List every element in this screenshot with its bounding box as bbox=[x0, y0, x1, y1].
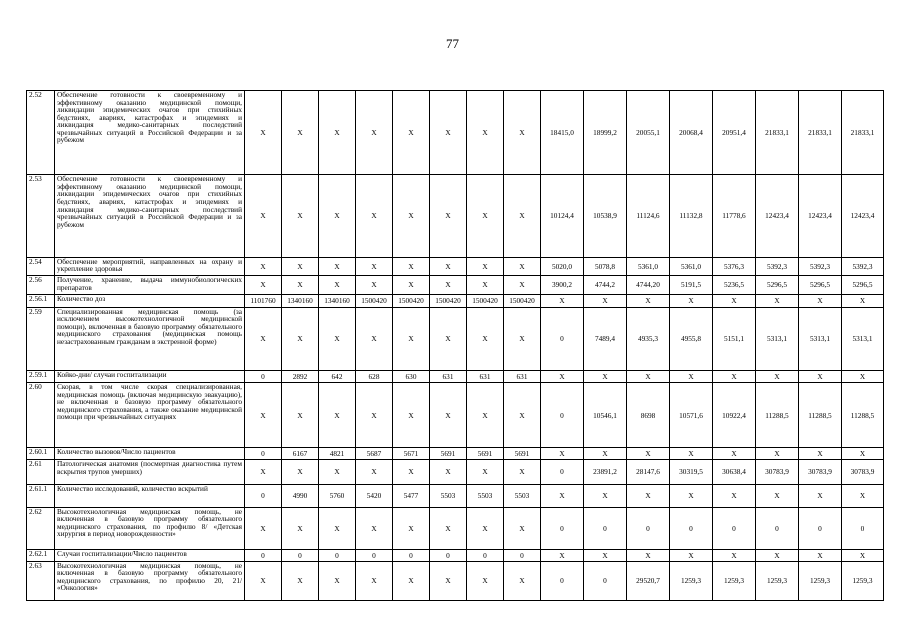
row-value-cell: 18415,0 bbox=[541, 91, 584, 175]
row-value-cell: X bbox=[504, 460, 541, 485]
row-code: 2.61.1 bbox=[27, 485, 55, 508]
row-value-cell: 5376,3 bbox=[713, 257, 756, 275]
row-value-cell: 5313,1 bbox=[799, 307, 842, 371]
row-value-cell: X bbox=[584, 485, 627, 508]
row-value-cell: X bbox=[393, 91, 430, 175]
row-value-cell: 4955,8 bbox=[670, 307, 713, 371]
row-value-cell: 5477 bbox=[393, 485, 430, 508]
row-value-cell: X bbox=[584, 448, 627, 460]
row-value-cell: X bbox=[756, 294, 799, 307]
row-value-cell: 5691 bbox=[467, 448, 504, 460]
row-value-cell: X bbox=[319, 276, 356, 294]
row-value-cell: X bbox=[430, 257, 467, 275]
row-value-cell: X bbox=[627, 550, 670, 562]
row-value-cell: X bbox=[756, 485, 799, 508]
row-value-cell: X bbox=[356, 561, 393, 600]
row-value-cell: X bbox=[245, 276, 282, 294]
row-value-cell: X bbox=[842, 550, 884, 562]
row-value-cell: X bbox=[467, 561, 504, 600]
row-value-cell: 10124,4 bbox=[541, 175, 584, 257]
row-value-cell: 20055,1 bbox=[627, 91, 670, 175]
row-value-cell: 0 bbox=[541, 507, 584, 549]
row-value-cell: 12423,4 bbox=[756, 175, 799, 257]
row-description: Количество вызовов/Число пациентов bbox=[55, 448, 245, 460]
row-value-cell: 4744,20 bbox=[627, 276, 670, 294]
table-row bbox=[27, 175, 884, 257]
row-value-cell: 5296,5 bbox=[799, 276, 842, 294]
row-value-cell: 642 bbox=[319, 371, 356, 383]
row-value-cell: X bbox=[319, 383, 356, 448]
row-description: Получение, хранение, выдача иммунобиологических препаратов bbox=[55, 276, 245, 294]
row-value-cell: X bbox=[756, 371, 799, 383]
row-description: Специализированная медицинская помощь (за исключением высокотехнологичной медицинской помощи), включенная в базовую программу обязательного медицинского страхования (медицинская помощь незастрахованным гражданам в экстренной форме) bbox=[55, 307, 245, 371]
row-value-cell: 1340160 bbox=[319, 294, 356, 307]
row-value-cell: X bbox=[282, 507, 319, 549]
table-row bbox=[27, 485, 884, 508]
row-description: Скорая, в том числе скорая специализированная, медицинская помощь (включая медицинскую эвакуацию), не включенная в базовую программу обязательного медицинского страхования, а также оказание медицинской помощи при чрезвычайных ситуациях bbox=[55, 383, 245, 448]
row-value-cell: 0 bbox=[842, 507, 884, 549]
row-code: 2.61 bbox=[27, 460, 55, 485]
row-code: 2.56 bbox=[27, 276, 55, 294]
row-value-cell: 6167 bbox=[282, 448, 319, 460]
row-value-cell: X bbox=[245, 307, 282, 371]
row-value-cell: X bbox=[393, 383, 430, 448]
row-value-cell: 5313,1 bbox=[842, 307, 884, 371]
row-value-cell: 5313,1 bbox=[756, 307, 799, 371]
row-value-cell: X bbox=[430, 175, 467, 257]
row-code: 2.53 bbox=[27, 175, 55, 257]
row-value-cell: 5361,0 bbox=[670, 257, 713, 275]
row-value-cell: 0 bbox=[319, 550, 356, 562]
row-value-cell: 11288,5 bbox=[799, 383, 842, 448]
row-code: 2.63 bbox=[27, 561, 55, 600]
row-value-cell: X bbox=[393, 175, 430, 257]
row-value-cell: X bbox=[467, 91, 504, 175]
row-value-cell: X bbox=[842, 485, 884, 508]
row-value-cell: 5191,5 bbox=[670, 276, 713, 294]
row-value-cell: X bbox=[504, 91, 541, 175]
row-value-cell: X bbox=[504, 561, 541, 600]
row-value-cell: X bbox=[282, 383, 319, 448]
row-value-cell: X bbox=[713, 448, 756, 460]
table-row bbox=[27, 448, 884, 460]
row-code: 2.62.1 bbox=[27, 550, 55, 562]
row-value-cell: 0 bbox=[541, 307, 584, 371]
row-value-cell: 2892 bbox=[282, 371, 319, 383]
row-value-cell: X bbox=[356, 276, 393, 294]
row-value-cell: X bbox=[584, 550, 627, 562]
row-value-cell: X bbox=[713, 485, 756, 508]
row-value-cell: 21833,1 bbox=[799, 91, 842, 175]
row-value-cell: X bbox=[713, 550, 756, 562]
row-value-cell: 23891,2 bbox=[584, 460, 627, 485]
row-value-cell: X bbox=[430, 276, 467, 294]
row-value-cell: 5296,5 bbox=[756, 276, 799, 294]
row-value-cell: 0 bbox=[713, 507, 756, 549]
row-value-cell: X bbox=[393, 460, 430, 485]
table-row bbox=[27, 294, 884, 307]
row-value-cell: 8698 bbox=[627, 383, 670, 448]
row-value-cell: X bbox=[319, 91, 356, 175]
row-value-cell: 5361,0 bbox=[627, 257, 670, 275]
row-value-cell: 0 bbox=[627, 507, 670, 549]
row-value-cell: 10546,1 bbox=[584, 383, 627, 448]
row-value-cell: X bbox=[713, 294, 756, 307]
row-value-cell: X bbox=[627, 485, 670, 508]
row-value-cell: X bbox=[627, 448, 670, 460]
table-row bbox=[27, 276, 884, 294]
row-value-cell: 0 bbox=[504, 550, 541, 562]
row-value-cell: 21833,1 bbox=[842, 91, 884, 175]
row-value-cell: 1500420 bbox=[393, 294, 430, 307]
row-value-cell: 5020,0 bbox=[541, 257, 584, 275]
row-value-cell: 10538,9 bbox=[584, 175, 627, 257]
row-value-cell: 30319,5 bbox=[670, 460, 713, 485]
row-value-cell: X bbox=[504, 257, 541, 275]
row-value-cell: 20951,4 bbox=[713, 91, 756, 175]
row-value-cell: 5392,3 bbox=[842, 257, 884, 275]
row-value-cell: 0 bbox=[799, 507, 842, 549]
row-value-cell: X bbox=[245, 460, 282, 485]
row-value-cell: X bbox=[245, 257, 282, 275]
row-value-cell: X bbox=[319, 257, 356, 275]
table-row bbox=[27, 307, 884, 371]
table-row bbox=[27, 507, 884, 549]
row-value-cell: 1340160 bbox=[282, 294, 319, 307]
row-value-cell: 7489,4 bbox=[584, 307, 627, 371]
table-row bbox=[27, 257, 884, 275]
row-value-cell: 11132,8 bbox=[670, 175, 713, 257]
row-value-cell: X bbox=[319, 507, 356, 549]
row-value-cell: 0 bbox=[584, 507, 627, 549]
table-row bbox=[27, 561, 884, 600]
row-value-cell: X bbox=[541, 448, 584, 460]
row-value-cell: 5151,1 bbox=[713, 307, 756, 371]
row-value-cell: X bbox=[842, 294, 884, 307]
row-value-cell: X bbox=[430, 460, 467, 485]
row-value-cell: 5420 bbox=[356, 485, 393, 508]
row-code: 2.52 bbox=[27, 91, 55, 175]
row-value-cell: 5691 bbox=[504, 448, 541, 460]
row-value-cell: 5078,8 bbox=[584, 257, 627, 275]
row-value-cell: X bbox=[282, 257, 319, 275]
row-value-cell: 12423,4 bbox=[842, 175, 884, 257]
row-value-cell: 0 bbox=[245, 448, 282, 460]
row-value-cell: X bbox=[670, 294, 713, 307]
row-code: 2.56.1 bbox=[27, 294, 55, 307]
row-code: 2.59.1 bbox=[27, 371, 55, 383]
row-value-cell: 1259,3 bbox=[842, 561, 884, 600]
row-value-cell: X bbox=[282, 460, 319, 485]
row-value-cell: X bbox=[245, 175, 282, 257]
row-value-cell: X bbox=[799, 294, 842, 307]
row-value-cell: 1500420 bbox=[430, 294, 467, 307]
row-value-cell: 5503 bbox=[467, 485, 504, 508]
row-value-cell: 1500420 bbox=[467, 294, 504, 307]
row-value-cell: X bbox=[430, 307, 467, 371]
row-value-cell: X bbox=[842, 448, 884, 460]
row-value-cell: 631 bbox=[504, 371, 541, 383]
row-value-cell: X bbox=[467, 507, 504, 549]
row-description: Высокотехнологичная медицинская помощь, не включенная в базовую программу обязательного медицинского страхования, по профилю 8/ «Детская хирургия в период новорожденности» bbox=[55, 507, 245, 549]
row-value-cell: X bbox=[245, 561, 282, 600]
row-value-cell: X bbox=[245, 91, 282, 175]
row-value-cell: 1500420 bbox=[356, 294, 393, 307]
row-value-cell: 21833,1 bbox=[756, 91, 799, 175]
table-row bbox=[27, 550, 884, 562]
row-value-cell: 0 bbox=[356, 550, 393, 562]
row-code: 2.54 bbox=[27, 257, 55, 275]
row-value-cell: X bbox=[799, 485, 842, 508]
row-value-cell: X bbox=[393, 561, 430, 600]
row-value-cell: 0 bbox=[584, 561, 627, 600]
row-value-cell: X bbox=[430, 383, 467, 448]
row-description: Количество исследований, количество вскрытий bbox=[55, 485, 245, 508]
row-value-cell: 10571,6 bbox=[670, 383, 713, 448]
row-value-cell: 0 bbox=[245, 485, 282, 508]
row-value-cell: 5671 bbox=[393, 448, 430, 460]
row-value-cell: X bbox=[356, 507, 393, 549]
row-value-cell: X bbox=[393, 507, 430, 549]
row-value-cell: 5691 bbox=[430, 448, 467, 460]
row-value-cell: X bbox=[245, 383, 282, 448]
row-value-cell: X bbox=[799, 371, 842, 383]
row-value-cell: X bbox=[504, 175, 541, 257]
row-value-cell: 631 bbox=[430, 371, 467, 383]
row-value-cell: X bbox=[467, 175, 504, 257]
row-value-cell: X bbox=[356, 175, 393, 257]
row-value-cell: 630 bbox=[393, 371, 430, 383]
row-value-cell: X bbox=[670, 550, 713, 562]
row-value-cell: 30638,4 bbox=[713, 460, 756, 485]
table-row bbox=[27, 371, 884, 383]
row-value-cell: 0 bbox=[282, 550, 319, 562]
row-description: Обеспечение готовности к своевременному и эффективному оказанию медицинской помощи, ликвидации эпидемических очагов при стихийных бедствиях, авариях, катастрофах и эпидемиях и ликвидация медико-санитарных последствий чрезвычайных ситуаций в Российской Федерации и за рубежом bbox=[55, 91, 245, 175]
row-value-cell: 28147,6 bbox=[627, 460, 670, 485]
table-row bbox=[27, 383, 884, 448]
row-code: 2.60 bbox=[27, 383, 55, 448]
row-value-cell: 5687 bbox=[356, 448, 393, 460]
row-value-cell: X bbox=[356, 91, 393, 175]
row-description: Случаи госпитализации/Число пациентов bbox=[55, 550, 245, 562]
row-value-cell: X bbox=[756, 448, 799, 460]
row-value-cell: X bbox=[430, 507, 467, 549]
row-value-cell: 5296,5 bbox=[842, 276, 884, 294]
row-value-cell: X bbox=[319, 460, 356, 485]
row-code: 2.62 bbox=[27, 507, 55, 549]
row-value-cell: 0 bbox=[541, 460, 584, 485]
row-value-cell: 5392,3 bbox=[799, 257, 842, 275]
row-value-cell: X bbox=[467, 307, 504, 371]
row-value-cell: 4744,2 bbox=[584, 276, 627, 294]
row-value-cell: 30783,9 bbox=[842, 460, 884, 485]
row-description: Койко-дни/ случаи госпитализации bbox=[55, 371, 245, 383]
row-value-cell: X bbox=[319, 175, 356, 257]
row-value-cell: X bbox=[356, 383, 393, 448]
row-value-cell: X bbox=[627, 294, 670, 307]
row-value-cell: X bbox=[504, 383, 541, 448]
row-value-cell: 1500420 bbox=[504, 294, 541, 307]
row-value-cell: X bbox=[670, 371, 713, 383]
row-code: 2.59 bbox=[27, 307, 55, 371]
row-value-cell: 4821 bbox=[319, 448, 356, 460]
row-value-cell: 5760 bbox=[319, 485, 356, 508]
row-value-cell: X bbox=[541, 550, 584, 562]
row-value-cell: X bbox=[356, 257, 393, 275]
table-row bbox=[27, 91, 884, 175]
row-value-cell: X bbox=[467, 257, 504, 275]
row-value-cell: 0 bbox=[541, 383, 584, 448]
row-value-cell: 11124,6 bbox=[627, 175, 670, 257]
row-value-cell: 20068,4 bbox=[670, 91, 713, 175]
row-value-cell: X bbox=[245, 507, 282, 549]
row-value-cell: 29520,7 bbox=[627, 561, 670, 600]
row-value-cell: 5503 bbox=[504, 485, 541, 508]
row-code: 2.60.1 bbox=[27, 448, 55, 460]
row-value-cell: 631 bbox=[467, 371, 504, 383]
row-value-cell: X bbox=[319, 307, 356, 371]
row-value-cell: X bbox=[670, 448, 713, 460]
row-value-cell: 5392,3 bbox=[756, 257, 799, 275]
row-value-cell: X bbox=[627, 371, 670, 383]
row-value-cell: X bbox=[430, 91, 467, 175]
row-value-cell: 0 bbox=[670, 507, 713, 549]
row-value-cell: 5503 bbox=[430, 485, 467, 508]
table-body bbox=[27, 91, 884, 601]
row-value-cell: 11288,5 bbox=[756, 383, 799, 448]
page-number: 77 bbox=[446, 36, 459, 51]
row-value-cell: 1259,3 bbox=[799, 561, 842, 600]
row-value-cell: 30783,9 bbox=[799, 460, 842, 485]
row-description: Высокотехнологичная медицинская помощь, не включенная в базовую программу обязательного медицинского страхования, по профилю 20, 21/ «Онкология» bbox=[55, 561, 245, 600]
row-value-cell: 0 bbox=[756, 507, 799, 549]
row-value-cell: 10922,4 bbox=[713, 383, 756, 448]
row-value-cell: X bbox=[467, 383, 504, 448]
row-value-cell: X bbox=[356, 460, 393, 485]
row-value-cell: X bbox=[713, 371, 756, 383]
row-value-cell: X bbox=[670, 485, 713, 508]
row-value-cell: X bbox=[393, 257, 430, 275]
row-value-cell: 1259,3 bbox=[713, 561, 756, 600]
row-value-cell: X bbox=[319, 561, 356, 600]
row-value-cell: X bbox=[756, 550, 799, 562]
row-value-cell: 0 bbox=[393, 550, 430, 562]
row-value-cell: X bbox=[467, 276, 504, 294]
row-value-cell: X bbox=[393, 307, 430, 371]
row-value-cell: 0 bbox=[245, 550, 282, 562]
row-description: Обеспечение готовности к своевременному и эффективному оказанию медицинской помощи, ликвидации эпидемических очагов при стихийных бедствиях, авариях, катастрофах и эпидемиях и ликвидация медико-санитарных последствий чрезвычайных ситуаций в Российской Федерации и за рубежом bbox=[55, 175, 245, 257]
row-value-cell: 11288,5 bbox=[842, 383, 884, 448]
row-description: Патологическая анатомия (посмертная диагностика путем вскрытия трупов умерших) bbox=[55, 460, 245, 485]
row-value-cell: X bbox=[504, 307, 541, 371]
row-value-cell: X bbox=[584, 294, 627, 307]
row-value-cell: 0 bbox=[245, 371, 282, 383]
row-value-cell: X bbox=[842, 371, 884, 383]
row-value-cell: 1259,3 bbox=[756, 561, 799, 600]
row-value-cell: 12423,4 bbox=[799, 175, 842, 257]
row-value-cell: X bbox=[799, 550, 842, 562]
row-value-cell: 0 bbox=[430, 550, 467, 562]
row-value-cell: X bbox=[282, 561, 319, 600]
row-value-cell: 1259,3 bbox=[670, 561, 713, 600]
row-value-cell: 1101760 bbox=[245, 294, 282, 307]
row-value-cell: X bbox=[356, 307, 393, 371]
row-value-cell: 0 bbox=[541, 561, 584, 600]
row-value-cell: X bbox=[393, 276, 430, 294]
row-value-cell: X bbox=[282, 175, 319, 257]
row-value-cell: 11778,6 bbox=[713, 175, 756, 257]
row-value-cell: 0 bbox=[467, 550, 504, 562]
row-value-cell: 30783,9 bbox=[756, 460, 799, 485]
row-value-cell: X bbox=[799, 448, 842, 460]
row-value-cell: X bbox=[584, 371, 627, 383]
row-value-cell: 4990 bbox=[282, 485, 319, 508]
row-description: Количество доз bbox=[55, 294, 245, 307]
row-value-cell: 4935,3 bbox=[627, 307, 670, 371]
row-value-cell: X bbox=[430, 561, 467, 600]
budget-table bbox=[26, 90, 884, 601]
row-value-cell: X bbox=[282, 91, 319, 175]
row-value-cell: X bbox=[282, 307, 319, 371]
row-value-cell: X bbox=[282, 276, 319, 294]
row-value-cell: X bbox=[504, 276, 541, 294]
row-value-cell: X bbox=[467, 460, 504, 485]
row-value-cell: X bbox=[541, 371, 584, 383]
row-value-cell: 3900,2 bbox=[541, 276, 584, 294]
row-value-cell: 5236,5 bbox=[713, 276, 756, 294]
row-value-cell: X bbox=[541, 485, 584, 508]
row-value-cell: X bbox=[504, 507, 541, 549]
row-value-cell: X bbox=[541, 294, 584, 307]
row-value-cell: 628 bbox=[356, 371, 393, 383]
row-value-cell: 18999,2 bbox=[584, 91, 627, 175]
table-row bbox=[27, 460, 884, 485]
row-description: Обеспечение мероприятий, направленных на охрану и укрепление здоровья bbox=[55, 257, 245, 275]
